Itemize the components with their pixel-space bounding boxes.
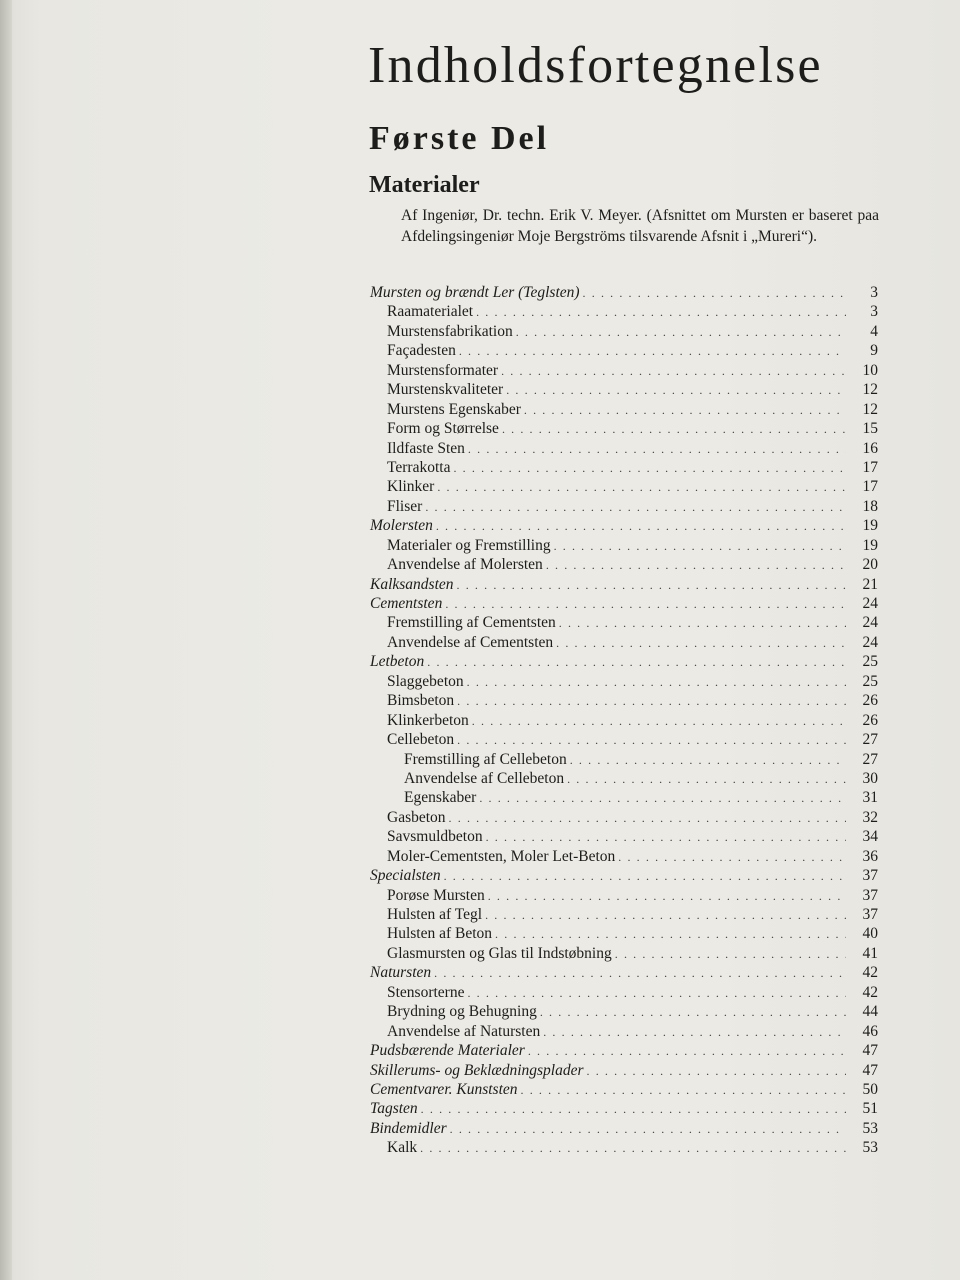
- toc-entry-label: Murstensformater: [387, 361, 499, 379]
- dot-leader: [467, 673, 846, 692]
- dot-leader: [437, 478, 846, 497]
- toc-entry-page-number: 16: [862, 439, 878, 457]
- author-note: Af Ingeniør, Dr. techn. Erik V. Meyer. (Afsnittet om Mursten er baseret paa Afdelingsingeniør Moje Bergströms tilsvarende Afsnit i „Mureri“).: [401, 207, 879, 245]
- toc-entry-label: Hulsten af Tegl: [387, 906, 483, 923]
- toc-entry-page-number: 3: [870, 303, 878, 321]
- toc-entry-page-number: 26: [862, 692, 878, 710]
- dot-leader: [546, 556, 846, 575]
- toc-entry-page-number: 53: [862, 1119, 878, 1137]
- dot-leader: [457, 576, 846, 595]
- toc-entry: [370, 633, 878, 652]
- toc-entry-page-number: 37: [862, 906, 878, 923]
- toc-entry-page-number: 21: [862, 575, 878, 593]
- toc-entry: [370, 497, 878, 516]
- toc-entry: [370, 458, 878, 477]
- toc-entry: [370, 788, 878, 807]
- dot-leader: [467, 984, 846, 1003]
- dot-leader: [488, 887, 846, 906]
- toc-entry-label: Hulsten af Beton: [387, 925, 493, 943]
- toc-entry-label: Cementsten: [370, 595, 443, 612]
- toc-entry-page-number: 26: [862, 711, 878, 729]
- dot-leader: [615, 945, 846, 964]
- dot-leader: [516, 323, 846, 342]
- toc-entry: [370, 1119, 878, 1138]
- toc-entry-label: Fliser: [387, 497, 423, 515]
- toc-entry-label: Bimsbeton: [387, 692, 455, 710]
- toc-entry-label: Molersten: [370, 517, 433, 535]
- dot-leader: [540, 1003, 846, 1022]
- dot-leader: [495, 925, 846, 944]
- toc-entry-label: Moler-Cementsten, Moler Let-Beton: [387, 847, 616, 865]
- section-heading: Materialer: [369, 172, 480, 198]
- toc-entry-page-number: 32: [862, 808, 878, 826]
- toc-entry: [370, 769, 878, 788]
- toc-entry: [370, 1099, 878, 1118]
- toc-entry: [370, 555, 878, 574]
- dot-leader: [618, 848, 846, 867]
- toc-entry-label: Natursten: [370, 964, 432, 982]
- toc-entry-page-number: 18: [862, 497, 878, 515]
- toc-entry-page-number: 42: [862, 964, 878, 982]
- dot-leader: [567, 770, 846, 789]
- toc-entry-label: Specialsten: [370, 867, 441, 885]
- dot-leader: [436, 517, 846, 536]
- dot-leader: [468, 440, 846, 459]
- toc-entry-label: Kalksandsten: [370, 575, 454, 593]
- dot-leader: [528, 1042, 846, 1061]
- toc-entry-page-number: 47: [862, 1061, 878, 1079]
- toc-entry-page-number: 41: [862, 944, 878, 962]
- toc-entry-label: Cellebeton: [387, 731, 455, 749]
- dot-leader: [554, 537, 846, 556]
- toc-entry-label: Anvendelse af Molersten: [387, 556, 543, 574]
- toc-entry: [370, 711, 878, 730]
- dot-leader: [453, 459, 846, 478]
- toc-entry-page-number: 15: [862, 420, 878, 438]
- dot-leader: [587, 1062, 846, 1081]
- toc-entry: [370, 322, 878, 341]
- toc-entry-label: Murstens Egenskaber: [387, 400, 521, 418]
- dot-leader: [524, 401, 846, 420]
- dot-leader: [425, 498, 846, 517]
- toc-entry: [370, 575, 878, 594]
- toc-entry-label: Façadesten: [387, 342, 456, 360]
- toc-entry-label: Stensorterne: [387, 983, 465, 1001]
- toc-entry: [370, 944, 878, 963]
- toc-entry-page-number: 9: [870, 342, 878, 360]
- dot-leader: [583, 284, 846, 303]
- toc-entry-page-number: 44: [862, 1003, 878, 1021]
- toc-entry: [370, 730, 878, 749]
- toc-entry-label: Gasbeton: [387, 808, 446, 826]
- dot-leader: [501, 362, 846, 381]
- toc-entry-page-number: 19: [862, 536, 878, 554]
- dot-leader: [449, 809, 846, 828]
- toc-entry-label: Pudsbærende Materialer: [370, 1042, 525, 1060]
- toc-entry-page-number: 27: [862, 750, 878, 768]
- toc-entry-label: Klinkerbeton: [387, 711, 469, 729]
- toc-entry-page-number: 42: [862, 983, 878, 1001]
- toc-entry-page-number: 31: [862, 789, 878, 807]
- toc-entry: [370, 691, 878, 710]
- toc-entry-label: Porøse Mursten: [387, 886, 485, 904]
- toc-entry-label: Form og Størrelse: [387, 420, 499, 438]
- toc-entry: [370, 652, 878, 671]
- table-of-contents: [370, 283, 878, 1158]
- toc-entry-page-number: 37: [862, 867, 878, 885]
- dot-leader: [570, 751, 846, 770]
- toc-entry-label: Anvendelse af Natursten: [387, 1022, 541, 1040]
- toc-entry: [370, 400, 878, 419]
- dot-leader: [421, 1100, 846, 1119]
- part-heading: Første Del: [369, 120, 550, 157]
- toc-entry-page-number: 47: [862, 1042, 878, 1060]
- toc-entry-label: Anvendelse af Cementsten: [387, 633, 554, 651]
- toc-entry: [370, 827, 878, 846]
- dot-leader: [486, 828, 846, 847]
- toc-entry-label: Kalk: [387, 1139, 418, 1157]
- toc-entry: [370, 536, 878, 555]
- toc-entry-page-number: 12: [862, 400, 878, 418]
- toc-entry: [370, 361, 878, 380]
- toc-entry-page-number: 20: [862, 556, 878, 574]
- toc-entry: [370, 380, 878, 399]
- dot-leader: [457, 731, 846, 750]
- toc-entry-page-number: 37: [862, 886, 878, 904]
- toc-entry: [370, 924, 878, 943]
- toc-entry: [370, 594, 878, 613]
- toc-entry: [370, 477, 878, 496]
- toc-entry-page-number: 24: [862, 595, 878, 612]
- toc-entry-page-number: 17: [862, 478, 878, 496]
- toc-entry-page-number: 3: [870, 284, 878, 301]
- toc-entry-label: Murstenskvaliteter: [387, 381, 504, 399]
- toc-entry-page-number: 50: [862, 1080, 878, 1098]
- toc-entry: [370, 1002, 878, 1021]
- toc-entry: [370, 1138, 878, 1157]
- dot-leader: [521, 1081, 846, 1100]
- toc-entry: [370, 613, 878, 632]
- toc-entry: [370, 983, 878, 1002]
- toc-entry-label: Ildfaste Sten: [387, 439, 465, 457]
- toc-entry-page-number: 34: [862, 828, 878, 846]
- toc-entry-label: Terrakotta: [387, 458, 451, 476]
- toc-entry: [370, 750, 878, 769]
- toc-entry: [370, 439, 878, 458]
- page-title: Indholdsfortegnelse: [368, 37, 823, 94]
- toc-entry-label: Anvendelse af Cellebeton: [404, 769, 565, 787]
- toc-entry: [370, 847, 878, 866]
- toc-entry-page-number: 30: [862, 769, 878, 787]
- dot-leader: [427, 653, 846, 672]
- dot-leader: [485, 906, 846, 925]
- toc-entry: [370, 516, 878, 535]
- toc-entry-label: Savsmuldbeton: [387, 828, 483, 846]
- toc-entry-page-number: 36: [862, 847, 878, 865]
- toc-entry: [370, 283, 878, 302]
- toc-entry-label: Glasmursten og Glas til Indstøbning: [387, 944, 612, 962]
- toc-entry-label: Bindemidler: [370, 1119, 447, 1137]
- dot-leader: [506, 381, 846, 400]
- toc-entry-label: Murstensfabrikation: [387, 322, 513, 340]
- toc-entry: [370, 886, 878, 905]
- toc-entry-label: Skillerums- og Beklædningsplader: [370, 1061, 584, 1079]
- dot-leader: [543, 1023, 846, 1042]
- dot-leader: [502, 420, 846, 439]
- toc-entry: [370, 672, 878, 691]
- toc-entry-page-number: 46: [862, 1022, 878, 1040]
- dot-leader: [476, 303, 846, 322]
- dot-leader: [459, 342, 846, 361]
- toc-entry-page-number: 4: [870, 322, 878, 340]
- toc-entry-label: Materialer og Fremstilling: [387, 536, 551, 554]
- dot-leader: [559, 614, 846, 633]
- toc-entry-label: Fremstilling af Cellebeton: [404, 750, 567, 768]
- toc-entry: [370, 866, 878, 885]
- toc-entry-page-number: 19: [862, 517, 878, 535]
- dot-leader: [445, 595, 846, 614]
- dot-leader: [434, 964, 846, 983]
- toc-entry: [370, 1061, 878, 1080]
- toc-entry: [370, 302, 878, 321]
- toc-entry-label: Brydning og Behugning: [387, 1003, 537, 1021]
- toc-entry: [370, 905, 878, 924]
- toc-entry-page-number: 12: [862, 381, 878, 399]
- toc-entry-page-number: 24: [862, 633, 878, 651]
- toc-entry-page-number: 25: [862, 653, 878, 671]
- toc-entry-page-number: 24: [862, 614, 878, 632]
- toc-entry-label: Klinker: [387, 478, 435, 496]
- toc-entry: [370, 963, 878, 982]
- toc-entry-label: Raamaterialet: [387, 303, 474, 321]
- toc-entry: [370, 1022, 878, 1041]
- toc-entry-label: Fremstilling af Cementsten: [387, 614, 556, 632]
- toc-entry-label: Mursten og brændt Ler (Teglsten): [370, 284, 580, 301]
- toc-entry-page-number: 17: [862, 458, 878, 476]
- toc-entry-page-number: 10: [862, 361, 878, 379]
- dot-leader: [450, 1120, 846, 1139]
- toc-entry: [370, 341, 878, 360]
- toc-entry-page-number: 27: [862, 731, 878, 749]
- toc-entry-label: Tagsten: [370, 1100, 418, 1118]
- toc-entry-page-number: 40: [862, 925, 878, 943]
- toc-entry-label: Cementvarer. Kunststen: [370, 1080, 518, 1098]
- dot-leader: [457, 692, 846, 711]
- toc-entry-label: Slaggebeton: [387, 672, 464, 690]
- toc-entry: [370, 419, 878, 438]
- toc-entry-page-number: 53: [862, 1139, 878, 1157]
- dot-leader: [479, 789, 846, 808]
- toc-entry: [370, 808, 878, 827]
- toc-entry-label: Egenskaber: [404, 789, 477, 807]
- toc-entry: [370, 1080, 878, 1099]
- dot-leader: [472, 712, 846, 731]
- dot-leader: [556, 634, 846, 653]
- page-gutter-edge: [0, 0, 12, 1280]
- dot-leader: [420, 1139, 846, 1158]
- toc-entry-page-number: 51: [862, 1100, 878, 1118]
- toc-entry: [370, 1041, 878, 1060]
- toc-entry-page-number: 25: [862, 672, 878, 690]
- toc-entry-label: Letbeton: [370, 653, 425, 671]
- dot-leader: [444, 867, 846, 886]
